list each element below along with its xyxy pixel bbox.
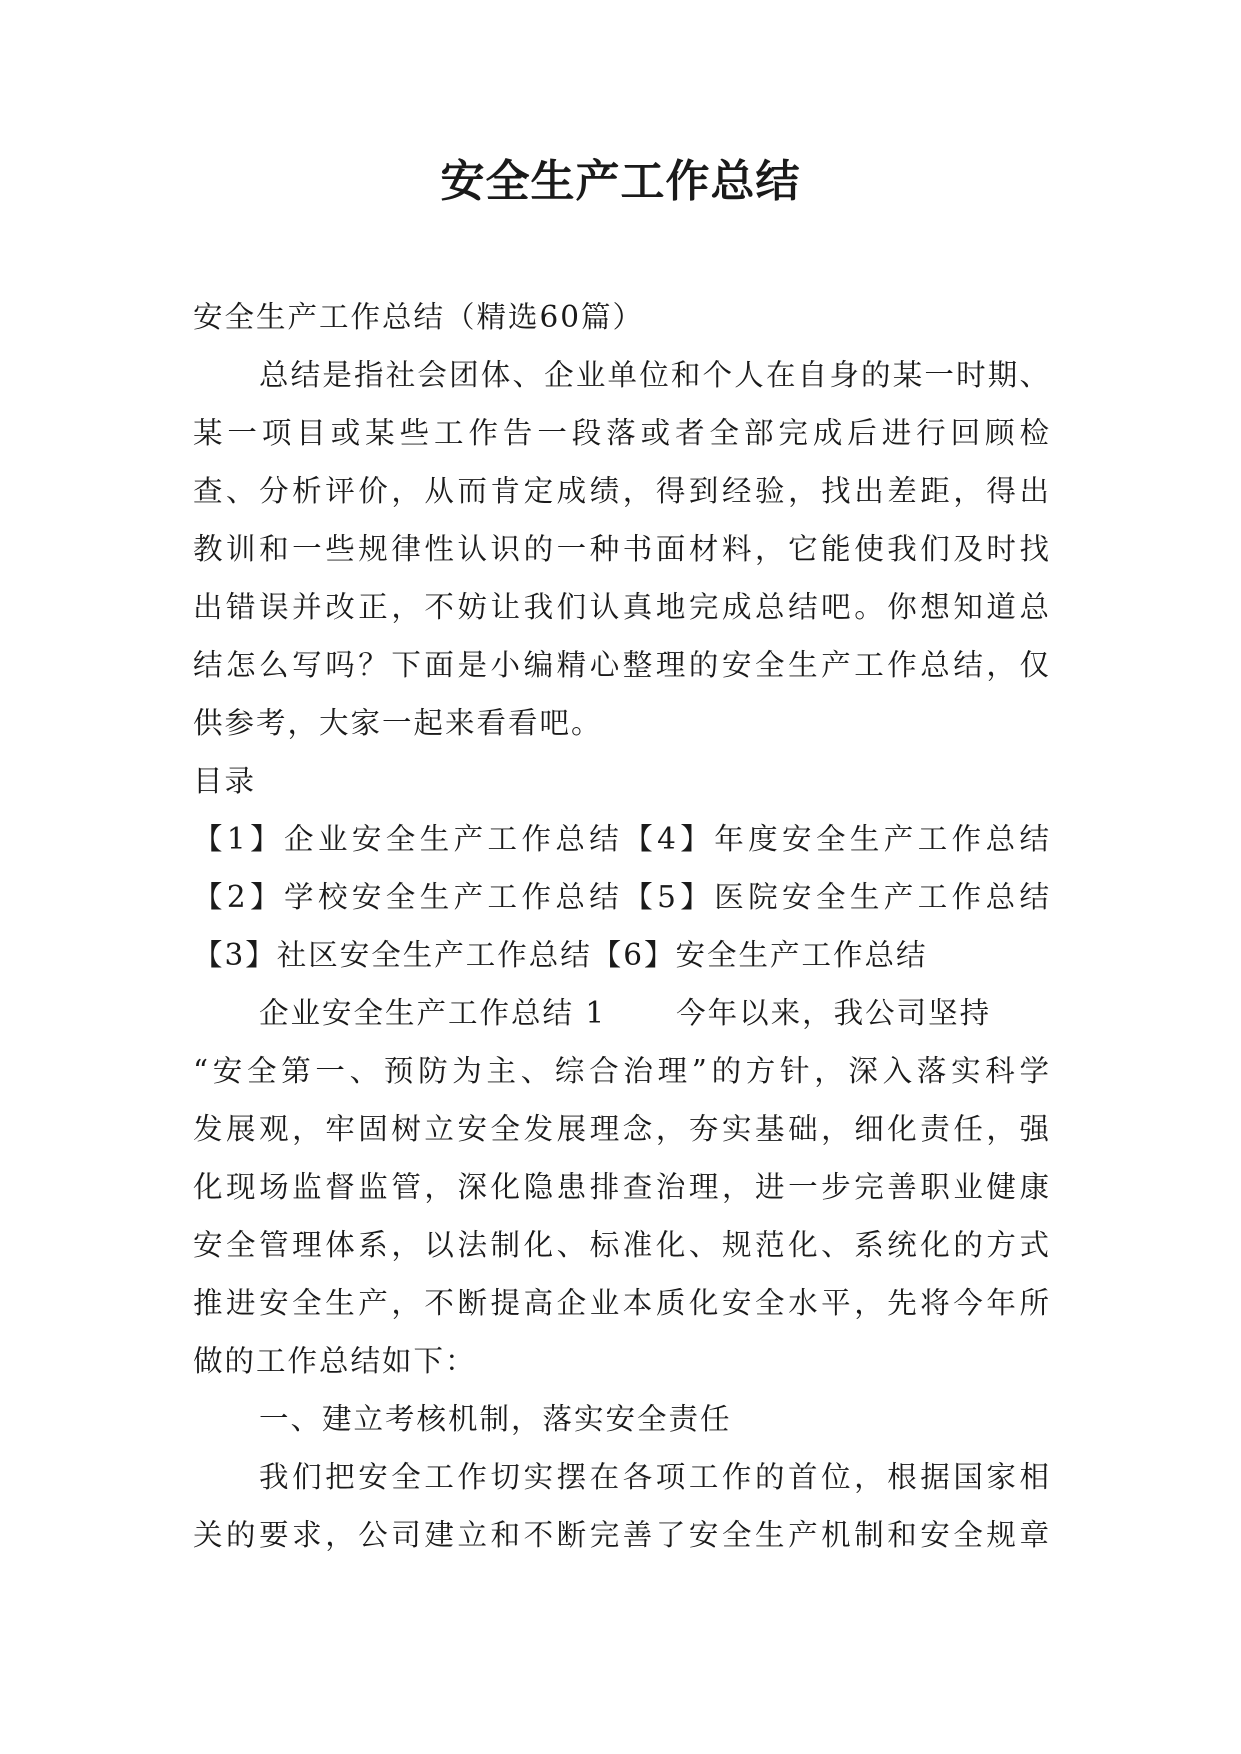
toc-link[interactable]: 【2】学校安全生产工作总结 bbox=[193, 880, 624, 914]
section-line: 安全管理体系，以法制化、标准化、规范化、系统化的方式 bbox=[193, 1228, 1051, 1262]
toc-row bbox=[193, 868, 1051, 926]
intro-line: 结怎么写吗？下面是小编精心整理的安全生产工作总结，仅 bbox=[193, 648, 1051, 682]
toc-link[interactable]: 【4】年度安全生产工作总结 bbox=[623, 822, 1051, 856]
section-first-line bbox=[193, 984, 1051, 1042]
document-title: 安全生产工作总结 bbox=[440, 156, 801, 207]
section-line: 推进安全生产，不断提高企业本质化安全水平，先将今年所 bbox=[193, 1286, 1051, 1320]
intro-line: 教训和一些规律性认识的一种书面材料，它能使我们及时找 bbox=[193, 532, 1051, 566]
section-line: 化现场监督监管，深化隐患排查治理，进一步完善职业健康 bbox=[193, 1170, 1051, 1204]
toc-row bbox=[193, 926, 1051, 984]
section-heading: 企业安全生产工作总结 1 bbox=[259, 996, 607, 1030]
intro-line: 出错误并改正，不妨让我们认真地完成总结吧。你想知道总 bbox=[193, 590, 1051, 624]
section-line: 做的工作总结如下： bbox=[193, 1344, 477, 1378]
toc-link[interactable]: 【1】企业安全生产工作总结 bbox=[193, 822, 624, 856]
intro-line: 查、分析评价，从而肯定成绩，得到经验，找出差距，得出 bbox=[193, 474, 1051, 508]
toc-row bbox=[193, 810, 1051, 868]
toc-link[interactable]: 【3】社区安全生产工作总结 bbox=[193, 938, 592, 972]
point-heading: 一、建立考核机制，落实安全责任 bbox=[259, 1402, 732, 1436]
document-body bbox=[193, 288, 1051, 1564]
point-line: 关的要求，公司建立和不断完善了安全生产机制和安全规章 bbox=[193, 1518, 1051, 1552]
intro-line: 总结是指社会团体、企业单位和个人在自身的某一时期、 bbox=[259, 358, 1051, 392]
toc-heading: 目录 bbox=[193, 764, 257, 798]
subtitle: 安全生产工作总结（精选60篇） bbox=[193, 300, 645, 334]
section-line: “安全第一、预防为主、综合治理”的方针，深入落实科学 bbox=[193, 1054, 1051, 1088]
section-line: 发展观，牢固树立安全发展理念，夯实基础，细化责任，强 bbox=[193, 1112, 1051, 1146]
toc-link[interactable]: 【6】安全生产工作总结 bbox=[591, 938, 928, 972]
section-first-text: 今年以来，我公司坚持 bbox=[676, 996, 992, 1030]
intro-line: 供参考，大家一起来看看吧。 bbox=[193, 706, 603, 740]
point-line: 我们把安全工作切实摆在各项工作的首位，根据国家相 bbox=[259, 1460, 1051, 1494]
intro-line: 某一项目或某些工作告一段落或者全部完成后进行回顾检 bbox=[193, 416, 1051, 450]
toc-link[interactable]: 【5】医院安全生产工作总结 bbox=[623, 880, 1051, 914]
